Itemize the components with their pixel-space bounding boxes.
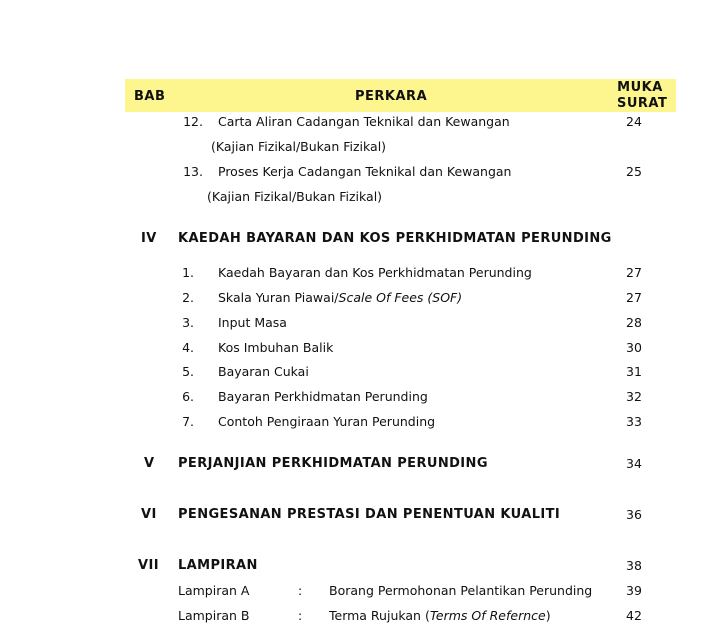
item-title: Bayaran Perkhidmatan Perunding xyxy=(218,389,428,404)
header-muka: MUKA xyxy=(617,80,663,95)
chapter-roman: VII xyxy=(138,558,159,573)
item-page: 27 xyxy=(626,265,642,280)
item-page: 33 xyxy=(626,414,642,429)
item-number: 2. xyxy=(182,290,194,305)
item-subtitle: (Kajian Fizikal/Bukan Fizikal) xyxy=(211,139,387,154)
item-title: Carta Aliran Cadangan Teknikal dan Kewangan xyxy=(218,114,510,129)
item-page: 28 xyxy=(626,315,642,330)
item-page: 31 xyxy=(626,364,642,379)
item-number: 4. xyxy=(182,340,194,355)
chapter-page: 38 xyxy=(626,558,642,573)
item-title: Kos Imbuhan Balik xyxy=(218,340,334,355)
item-subtitle: (Kajian Fizikal/Bukan Fizikal) xyxy=(207,189,383,204)
item-page: 25 xyxy=(626,164,642,179)
appendix-label: Lampiran A xyxy=(178,583,250,598)
item-number: 1. xyxy=(182,265,194,280)
item-page: 30 xyxy=(626,340,642,355)
item-page: 27 xyxy=(626,290,642,305)
item-number: 6. xyxy=(182,389,194,404)
item-page: 32 xyxy=(626,389,642,404)
item-page: 24 xyxy=(626,114,642,129)
item-number: 13. xyxy=(183,164,203,179)
item-title: Skala Yuran Piawai/Scale Of Fees (SOF) xyxy=(218,290,463,305)
item-title: Bayaran Cukai xyxy=(218,364,309,379)
chapter-title: PENGESANAN PRESTASI DAN PENENTUAN KUALITI xyxy=(178,507,561,522)
appendix-title: Borang Permohonan Pelantikan Perunding xyxy=(329,583,593,598)
chapter-title: KAEDAH BAYARAN DAN KOS PERKHIDMATAN PERUNDING xyxy=(178,231,612,246)
header-bab: BAB xyxy=(134,89,166,104)
item-title: Contoh Pengiraan Yuran Perunding xyxy=(218,414,436,429)
appendix-separator: : xyxy=(298,583,303,598)
chapter-roman: VI xyxy=(141,507,157,522)
appendix-title: Terma Rujukan (Terms Of Refernce) xyxy=(329,608,551,623)
header-surat: SURAT xyxy=(617,96,668,111)
item-number: 12. xyxy=(183,114,203,129)
appendix-page: 39 xyxy=(626,583,642,598)
chapter-page: 36 xyxy=(626,507,642,522)
appendix-separator: : xyxy=(298,608,303,623)
chapter-title: LAMPIRAN xyxy=(178,558,258,573)
chapter-roman: V xyxy=(144,456,155,471)
item-number: 3. xyxy=(182,315,194,330)
appendix-label: Lampiran B xyxy=(178,608,250,623)
item-title: Kaedah Bayaran dan Kos Perkhidmatan Perunding xyxy=(218,265,532,280)
header-perkara: PERKARA xyxy=(355,89,428,104)
item-title: Input Masa xyxy=(218,315,287,330)
item-number: 7. xyxy=(182,414,194,429)
appendix-page: 42 xyxy=(626,608,642,623)
chapter-title: PERJANJIAN PERKHIDMATAN PERUNDING xyxy=(178,456,488,471)
chapter-page: 34 xyxy=(626,456,642,471)
chapter-roman: IV xyxy=(141,231,157,246)
item-title: Proses Kerja Cadangan Teknikal dan Kewangan xyxy=(218,164,512,179)
item-number: 5. xyxy=(182,364,194,379)
